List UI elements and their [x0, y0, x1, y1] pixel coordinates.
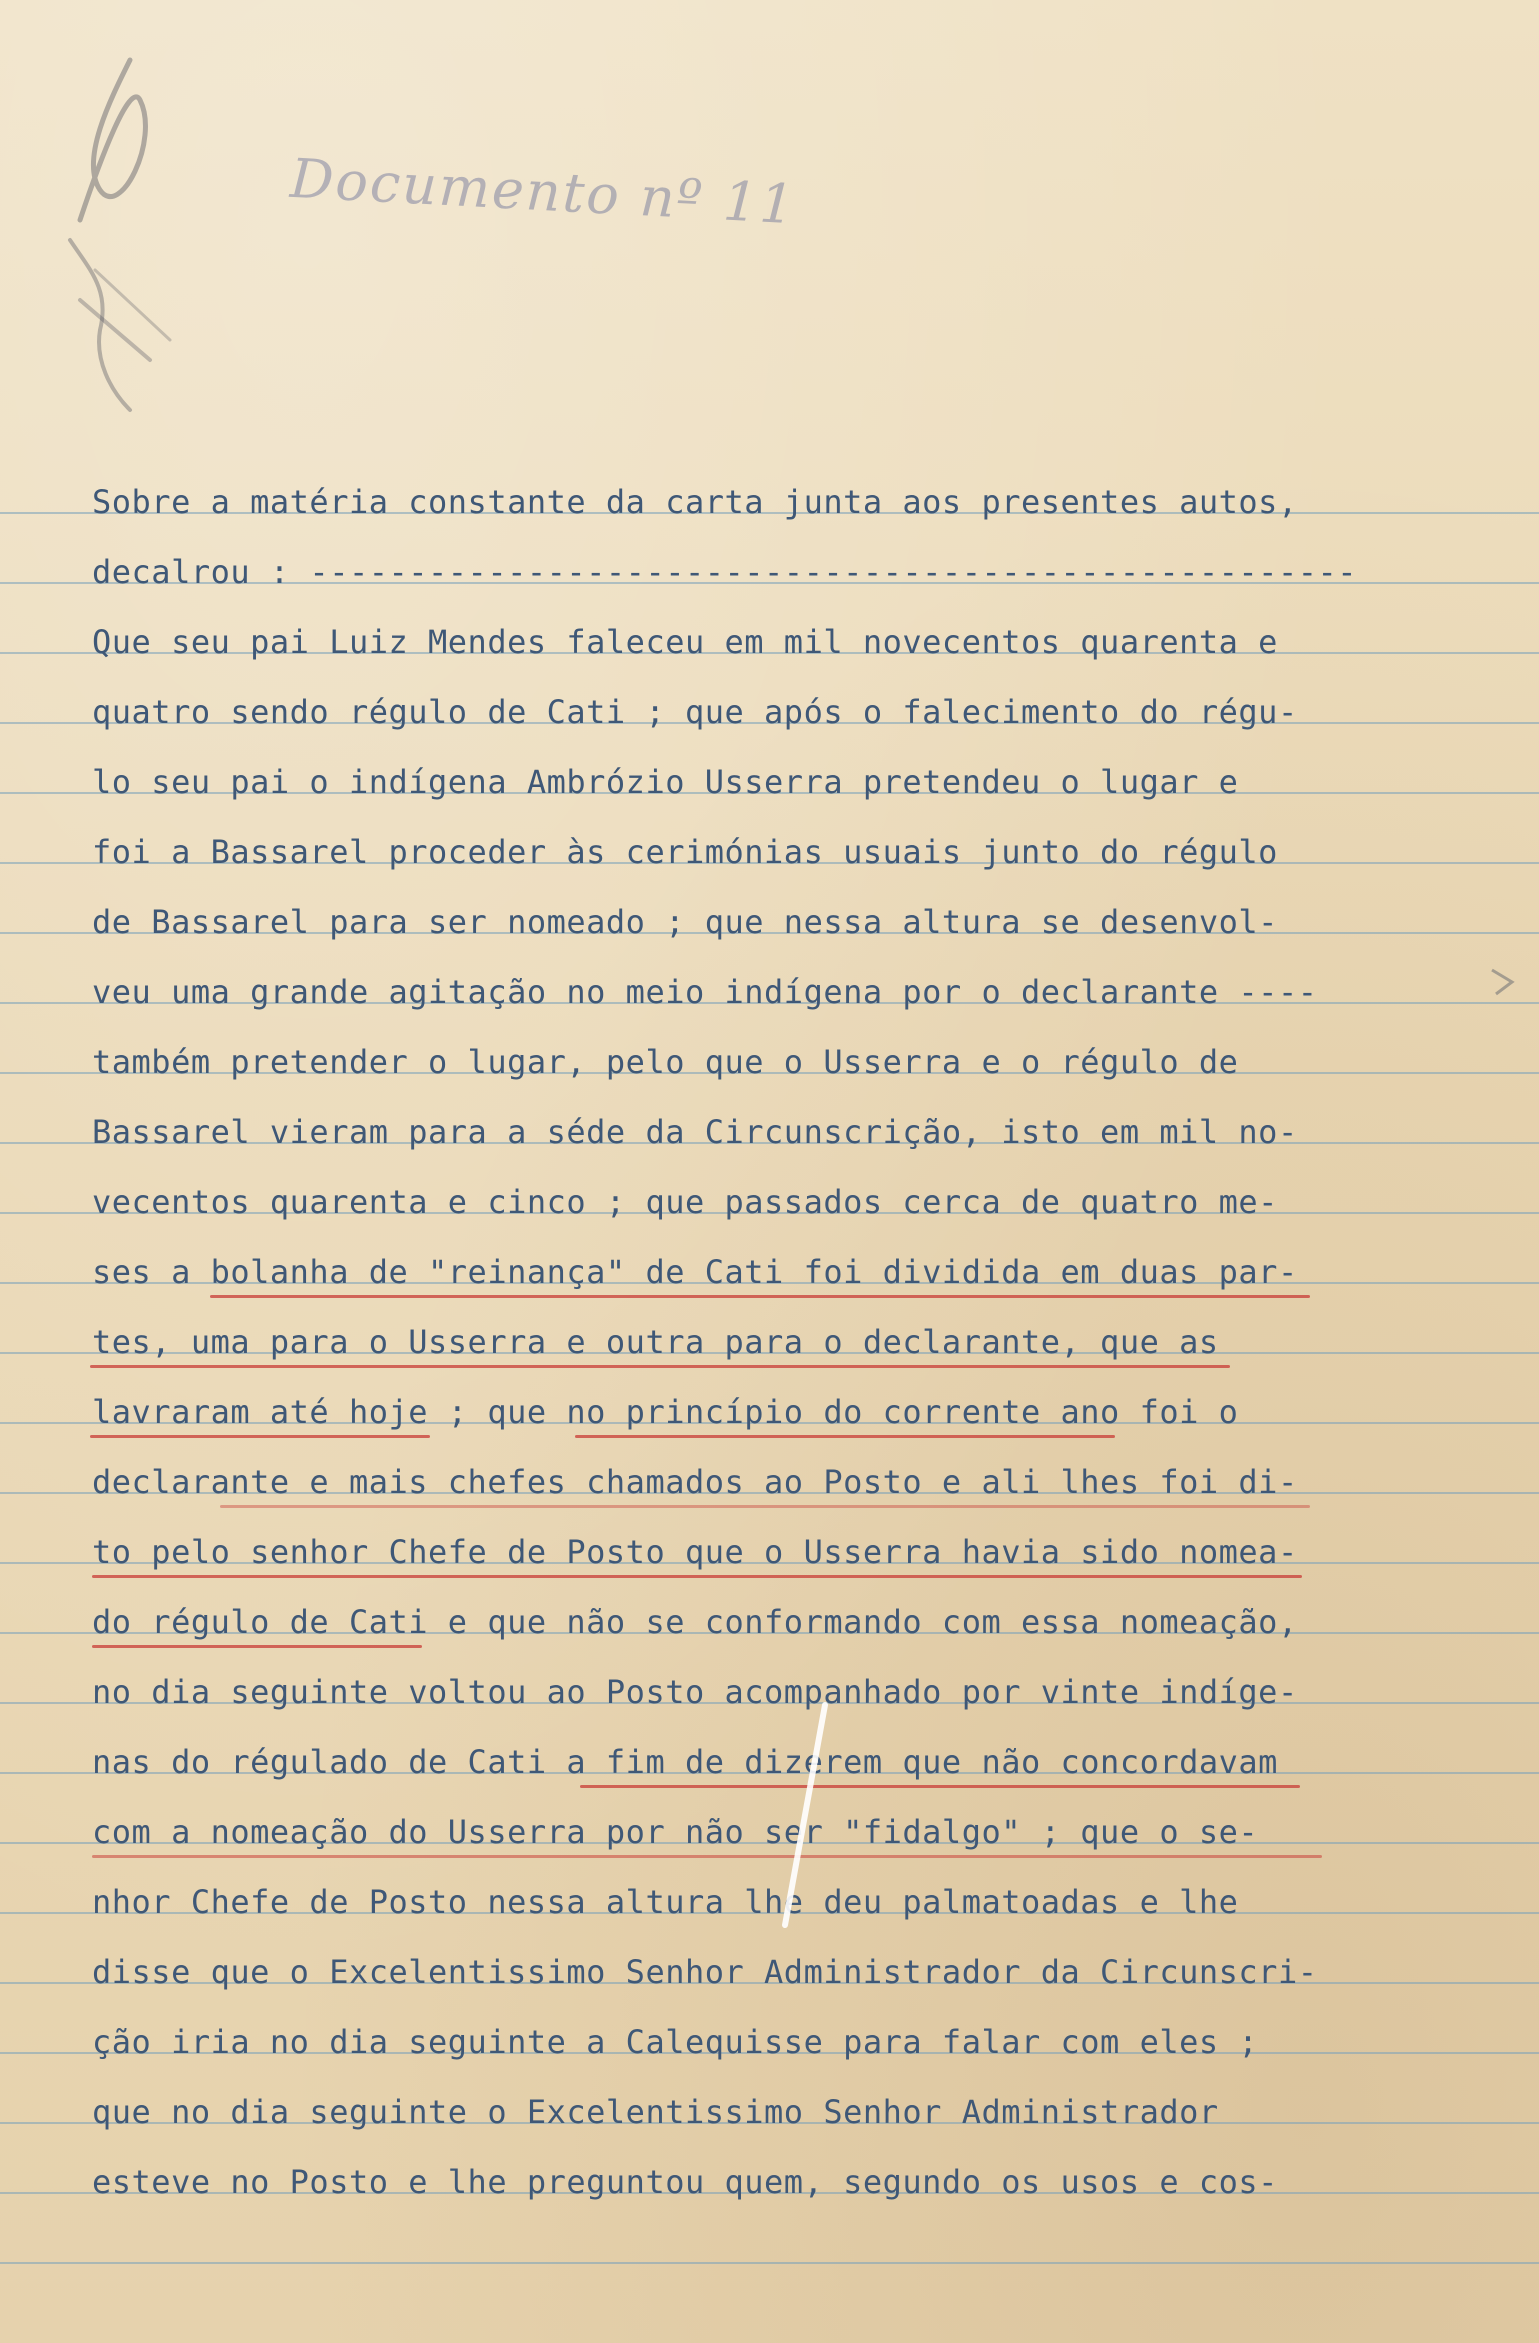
text-line: veu uma grande agitação no meio indígena por o declarante ---- [92, 973, 1318, 1011]
red-pencil-underline [90, 1365, 1230, 1368]
text-line: que no dia seguinte o Excelentissimo Senhor Administrador [92, 2093, 1219, 2131]
text-line: esteve no Posto e lhe preguntou quem, segundo os usos e cos- [92, 2163, 1278, 2201]
document-number-heading: Documento nº 11 [288, 146, 798, 237]
text-line: Que seu pai Luiz Mendes faleceu em mil novecentos quarenta e [92, 623, 1278, 661]
text-line: foi a Bassarel proceder às cerimónias usuais junto do régulo [92, 833, 1278, 871]
text-line: do régulo de Cati e que não se conformando com essa nomeação, [92, 1603, 1298, 1641]
text-line: ção iria no dia seguinte a Calequisse para falar com eles ; [92, 2023, 1259, 2061]
red-pencil-underline [220, 1505, 1310, 1508]
scratch-mark [770, 1700, 840, 1930]
red-pencil-underline [92, 1855, 1322, 1858]
red-pencil-underline [90, 1435, 430, 1438]
text-line: tes, uma para o Usserra e outra para o declarante, que as [92, 1323, 1219, 1361]
text-line: Sobre a matéria constante da carta junta aos presentes autos, [92, 483, 1298, 521]
margin-signature [40, 40, 240, 420]
text-line: de Bassarel para ser nomeado ; que nessa altura se desenvol- [92, 903, 1278, 941]
red-pencil-underline [92, 1645, 422, 1648]
text-line: decalrou : ----------------------------------------------------- [92, 553, 1357, 591]
red-pencil-underline [575, 1435, 1115, 1438]
text-line: nhor Chefe de Posto nessa altura lhe deu palmatoadas e lhe [92, 1883, 1239, 1921]
ruled-line [0, 2262, 1539, 2264]
text-line: nas do régulado de Cati a fim de dizerem que não concordavam [92, 1743, 1278, 1781]
red-pencil-underline [580, 1785, 1300, 1788]
tear-icon [1490, 960, 1520, 1000]
red-pencil-underline [210, 1295, 1310, 1298]
text-line: no dia seguinte voltou ao Posto acompanhado por vinte indíge- [92, 1673, 1298, 1711]
text-line: lo seu pai o indígena Ambrózio Usserra pretendeu o lugar e [92, 763, 1239, 801]
text-line: disse que o Excelentissimo Senhor Administrador da Circunscri- [92, 1953, 1318, 1991]
text-line: ses a bolanha de "reinança" de Cati foi dividida em duas par- [92, 1253, 1298, 1291]
text-line: to pelo senhor Chefe de Posto que o Usserra havia sido nomea- [92, 1533, 1298, 1571]
text-line: também pretender o lugar, pelo que o Usserra e o régulo de [92, 1043, 1239, 1081]
text-line: lavraram até hoje ; que no princípio do corrente ano foi o [92, 1393, 1239, 1431]
text-line: vecentos quarenta e cinco ; que passados cerca de quatro me- [92, 1183, 1278, 1221]
text-line: com a nomeação do Usserra por não ser "fidalgo" ; que o se- [92, 1813, 1259, 1851]
text-line: declarante e mais chefes chamados ao Posto e ali lhes foi di- [92, 1463, 1298, 1501]
text-line: quatro sendo régulo de Cati ; que após o falecimento do régu- [92, 693, 1298, 731]
text-line: Bassarel vieram para a séde da Circunscrição, isto em mil no- [92, 1113, 1298, 1151]
red-pencil-underline [92, 1575, 1302, 1578]
